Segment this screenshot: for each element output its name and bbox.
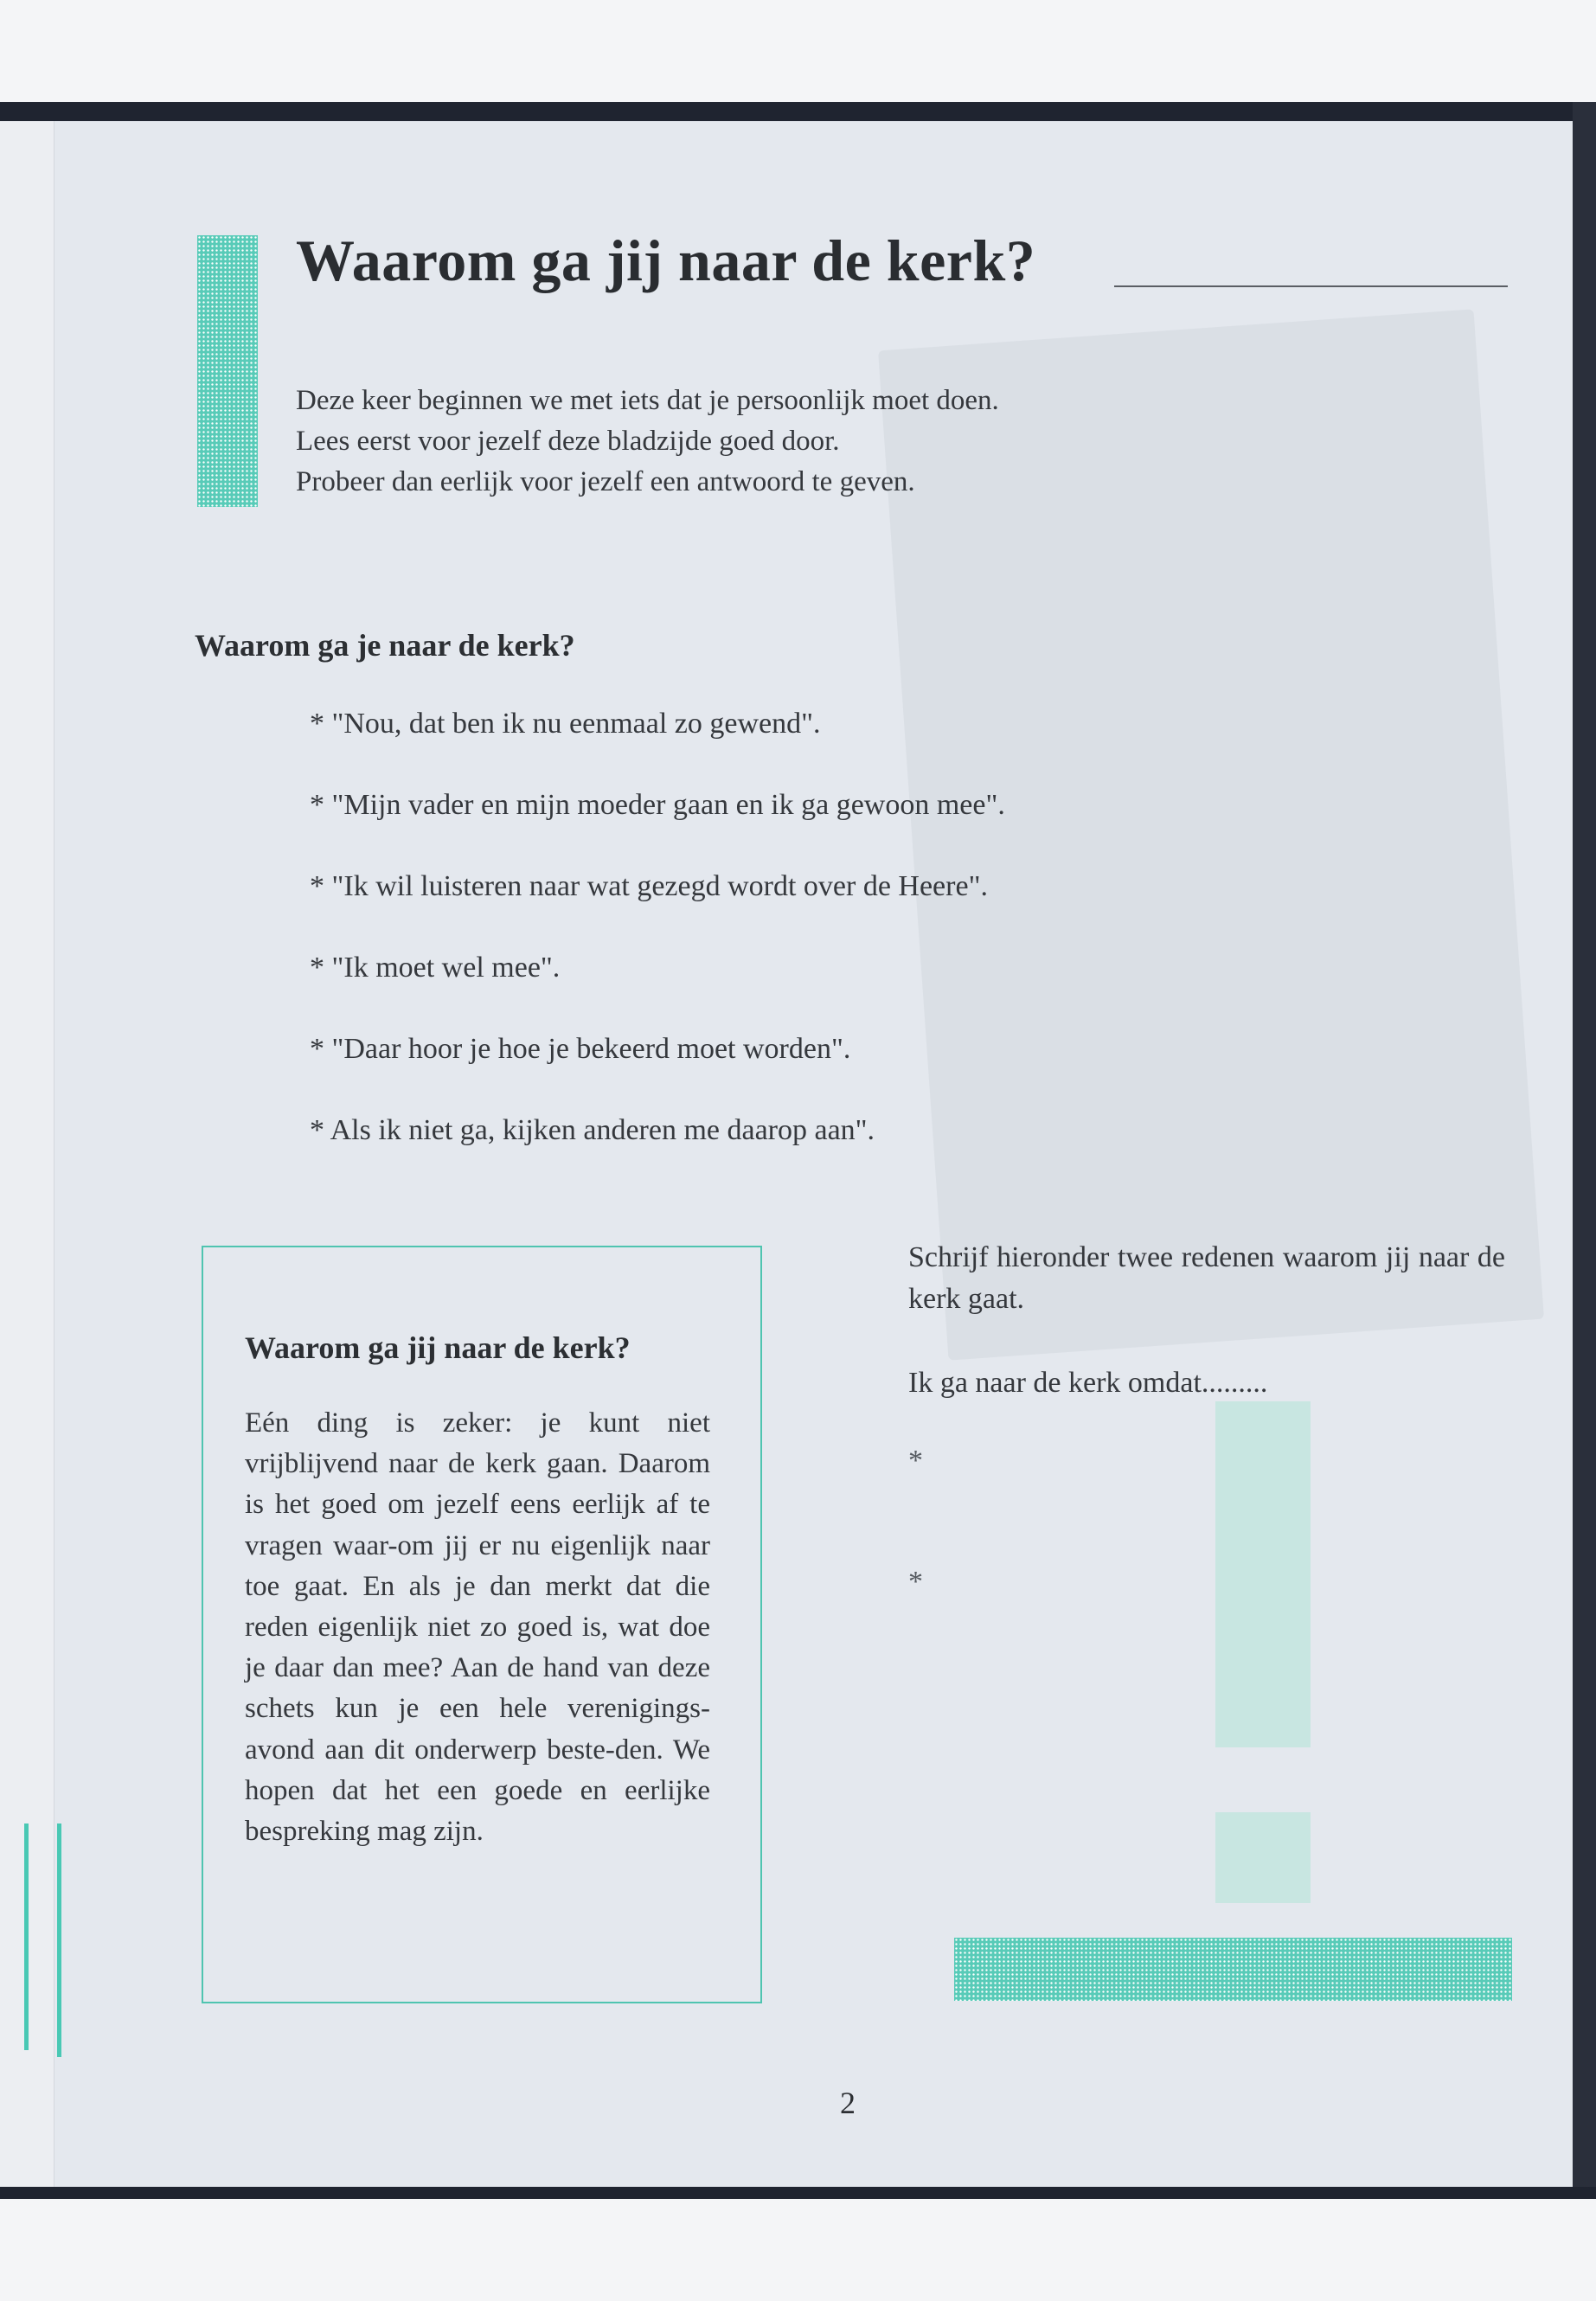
page-number: 2 — [840, 2086, 856, 2120]
exclamation-mark-graphic — [1215, 1401, 1311, 1747]
intro-line: Deze keer beginnen we met iets dat je persoonlijk moet doen. — [296, 385, 999, 416]
scan-border-bottom — [0, 2187, 1596, 2199]
write-lead: Ik ga naar de kerk omdat......... — [908, 1367, 1268, 1399]
page-title: Waarom ga jij naar de kerk? — [296, 228, 1036, 293]
intro-text — [296, 381, 999, 503]
reason-item: * "Mijn vader en mijn moeder gaan en ik ga gewoon mee". — [310, 789, 1005, 821]
scan-border-right — [1573, 102, 1596, 2199]
reason-item: * "Ik wil luisteren naar wat gezegd wordt over de Heere". — [310, 870, 988, 902]
decorative-dot-band — [954, 1938, 1512, 2001]
info-box-body: Eén ding is zeker: je kunt niet vrijblijvend naar de kerk gaan. Daarom is het goed om jezelf eens eerlijk af te vragen waar-om jij er nu eigenlijk naar toe gaat. En als je dan merkt dat die reden eigenlijk niet zo goed is, wat doe je daar dan mee? Aan de hand van deze schets kun je een hele verenigings-avond aan dit onderwerp beste-den. We hopen dat het een goede en eerlijke bespreking mag zijn. — [245, 1407, 710, 1848]
edge-marker — [24, 1823, 29, 2050]
intro-line: Lees eerst voor jezelf deze bladzijde goed door. — [296, 426, 840, 457]
answer-line-2[interactable]: * — [908, 1566, 923, 1598]
answer-line-1[interactable]: * — [908, 1445, 923, 1477]
title-accent-bar — [197, 235, 258, 507]
section-heading: Waarom ga je naar de kerk? — [195, 628, 575, 663]
write-section — [908, 1237, 1505, 1598]
title-underline — [1114, 285, 1508, 287]
info-box — [202, 1246, 762, 2003]
reason-item: * Als ik niet ga, kijken anderen me daarop aan". — [310, 1114, 875, 1146]
edge-marker — [57, 1823, 61, 2057]
intro-line: Probeer dan eerlijk voor jezelf een antwoord te geven. — [296, 466, 915, 497]
reason-item: * "Ik moet wel mee". — [310, 952, 561, 984]
exclamation-dot-graphic — [1215, 1812, 1311, 1903]
write-prompt: Schrijf hieronder twee redenen waarom jij naar de kerk gaat. — [908, 1241, 1505, 1315]
scan-border-top — [0, 102, 1596, 121]
reasons-list — [310, 708, 1005, 1195]
info-box-heading: Waarom ga jij naar de kerk? — [245, 1330, 631, 1365]
reason-item: * "Daar hoor je hoe je bekeerd moet worden". — [310, 1033, 851, 1065]
reason-item: * "Nou, dat ben ik nu eenmaal zo gewend". — [310, 708, 821, 740]
